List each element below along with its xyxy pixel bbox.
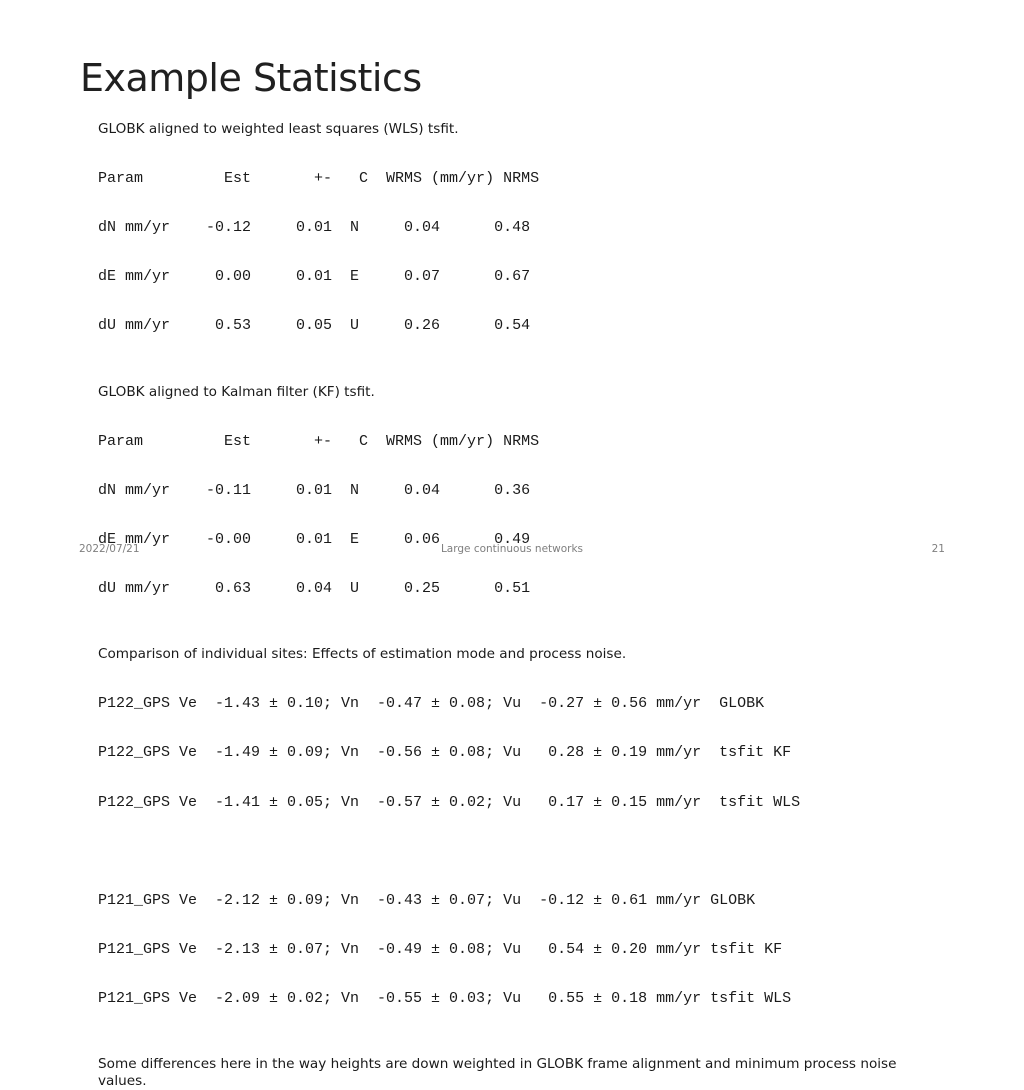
p122-rows: [98, 663, 928, 843]
kf-row-dn: dN mm/yr -0.11 0.01 N 0.04 0.36: [98, 481, 531, 499]
slide-body: [98, 121, 928, 1090]
p122-row-kf: P122_GPS Ve -1.49 ± 0.09; Vn -0.56 ± 0.08; Vu 0.28 ± 0.19 mm/yr tsfit KF: [98, 744, 792, 762]
slide-note: Some differences here in the way heights are down weighted in GLOBK frame alignment and minimum process noise values.: [98, 1056, 897, 1090]
slide-title: Example Statistics: [80, 56, 422, 100]
kf-heading: GLOBK aligned to Kalman filter (KF) tsfit.: [98, 383, 375, 400]
kf-row-header: Param Est +- C WRMS (mm/yr) NRMS: [98, 432, 540, 450]
page-number: 21: [931, 543, 945, 555]
kf-row-du: dU mm/yr 0.63 0.04 U 0.25 0.51: [98, 580, 531, 598]
p121-row-kf: P121_GPS Ve -2.13 ± 0.07; Vn -0.49 ± 0.08; Vu 0.54 ± 0.20 mm/yr tsfit KF: [98, 940, 783, 958]
footer-title: Large continuous networks: [440, 543, 584, 555]
kf-row-de: dE mm/yr -0.00 0.01 E 0.06 0.49: [98, 530, 531, 548]
footer-date: 2022/07/21: [79, 543, 140, 555]
p121-row-wls: P121_GPS Ve -2.09 ± 0.02; Vn -0.55 ± 0.03; Vu 0.55 ± 0.18 mm/yr tsfit WLS: [98, 990, 792, 1008]
p122-row-wls: P122_GPS Ve -1.41 ± 0.05; Vn -0.57 ± 0.02; Vu 0.17 ± 0.15 mm/yr tsfit WLS: [98, 793, 801, 811]
p121-rows: [98, 860, 928, 1040]
wls-heading: GLOBK aligned to weighted least squares (WLS) tsfit.: [98, 121, 459, 137]
wls-row-de: dE mm/yr 0.00 0.01 E 0.07 0.67: [98, 268, 531, 286]
comparison-heading: Comparison of individual sites: Effects of estimation mode and process noise.: [98, 646, 627, 663]
wls-row-dn: dN mm/yr -0.12 0.01 N 0.04 0.48: [98, 219, 531, 237]
kf-table: [98, 401, 928, 631]
wls-row-du: dU mm/yr 0.53 0.05 U 0.26 0.54: [98, 317, 531, 335]
p121-row-globk: P121_GPS Ve -2.12 ± 0.09; Vn -0.43 ± 0.07; Vu -0.12 ± 0.61 mm/yr GLOBK: [98, 891, 756, 909]
wls-table: [98, 138, 928, 368]
wls-row-header: Param Est +- C WRMS (mm/yr) NRMS: [98, 169, 540, 187]
p122-row-globk: P122_GPS Ve -1.43 ± 0.10; Vn -0.47 ± 0.08; Vu -0.27 ± 0.56 mm/yr GLOBK: [98, 695, 765, 713]
